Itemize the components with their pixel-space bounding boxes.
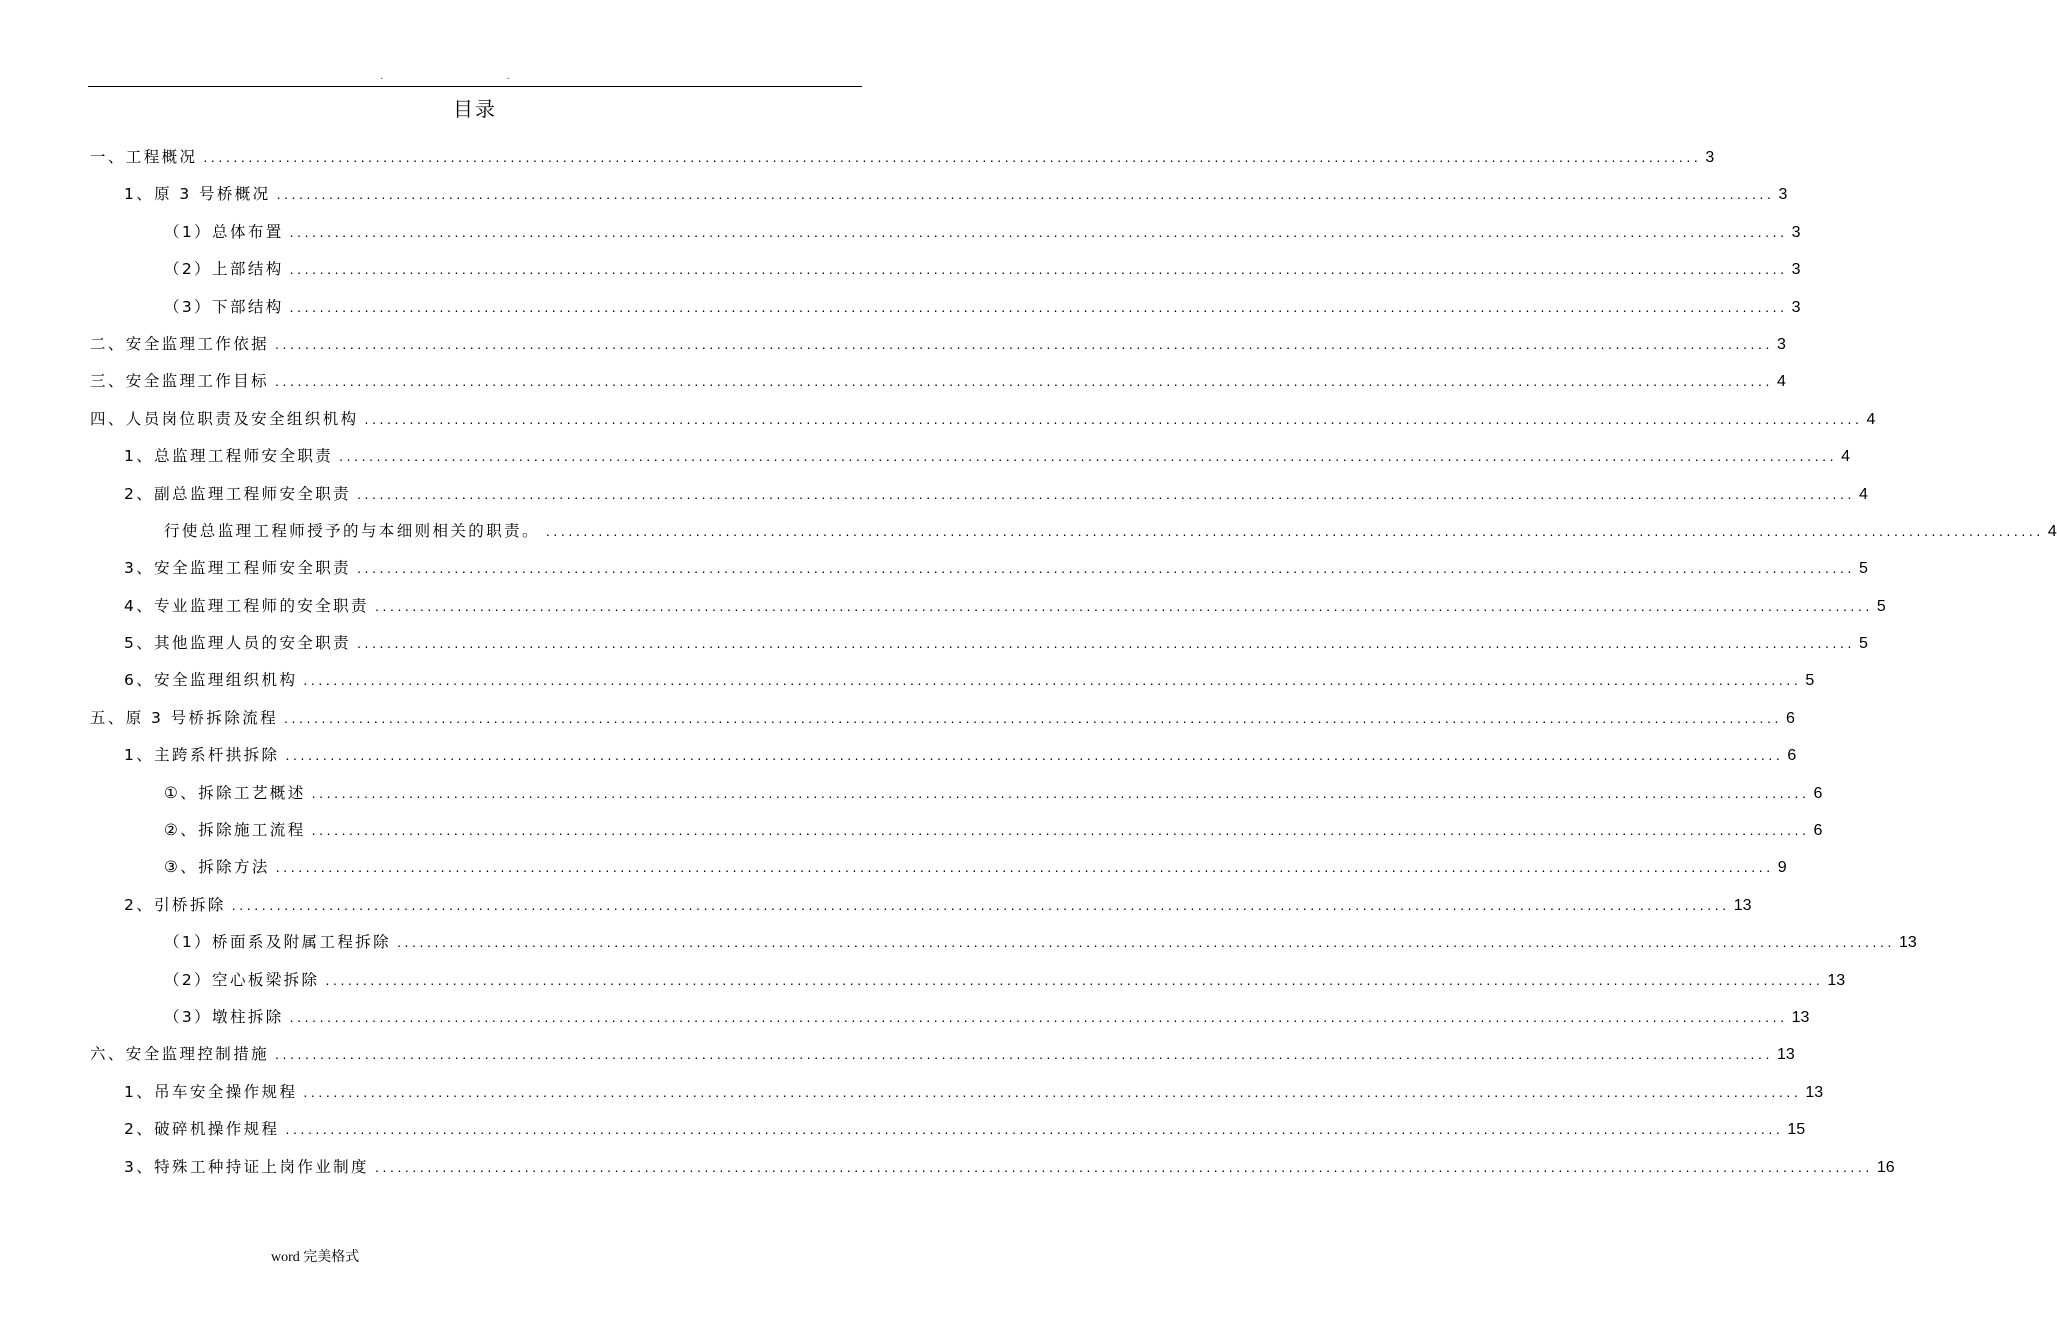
toc-leader-dots: ........................................................................................................................................................................................................ <box>275 859 1774 876</box>
toc-entry-page: 4 <box>1859 485 1868 503</box>
toc-leader-dots: ........................................................................................................................................................................................................ <box>275 1046 1773 1063</box>
toc-entry-title: 三、安全监理工作目标 <box>90 372 270 391</box>
toc-leader-dots: ........................................................................................................................................................................................................ <box>364 410 1863 427</box>
toc-leader-dots: ........................................................................................................................................................................................................ <box>311 822 1810 839</box>
header-dots: . . <box>380 71 570 82</box>
toc-leader-dots: ........................................................................................................................................................................................................ <box>275 335 1773 352</box>
toc-entry-title: 1、总监理工程师安全职责 <box>124 447 334 466</box>
table-of-contents <box>90 139 2057 1186</box>
toc-entry-title: 2、副总监理工程师安全职责 <box>124 484 352 503</box>
toc-entry-page: 3 <box>1791 223 1801 241</box>
toc-entry-title: 2、引桥拆除 <box>124 895 226 914</box>
toc-entry-page: 13 <box>1899 934 1917 952</box>
toc-entry-title: （1）总体布置 <box>164 222 284 241</box>
toc-entry-page: 4 <box>1866 410 1876 428</box>
toc-entry[interactable] <box>90 962 1846 999</box>
toc-entry-page: 4 <box>1776 373 1786 391</box>
toc-entry-title: 六、安全监理控制措施 <box>90 1045 270 1064</box>
toc-entry-page: 6 <box>1813 822 1823 840</box>
toc-entry[interactable] <box>90 214 1801 251</box>
toc-entry-title: 1、主跨系杆拱拆除 <box>124 746 280 765</box>
toc-leader-dots: ........................................................................................................................................................................................................ <box>203 149 1702 165</box>
toc-entry[interactable] <box>90 326 1786 363</box>
toc-entry-page: 6 <box>1785 709 1795 727</box>
toc-entry-title: （2）空心板梁拆除 <box>164 970 320 989</box>
toc-entry-title: 3、特殊工种持证上岗作业制度 <box>124 1157 369 1176</box>
toc-entry-title: （3）墩柱拆除 <box>164 1007 284 1026</box>
toc-leader-dots: ........................................................................................................................................................................................................ <box>276 186 1775 203</box>
toc-leader-dots: ........................................................................................................................................................................................................ <box>303 672 1802 689</box>
toc-entry-page: 6 <box>1787 747 1797 765</box>
toc-entry[interactable] <box>90 251 1801 288</box>
toc-entry[interactable] <box>90 700 1795 737</box>
toc-leader-dots: ........................................................................................................................................................................................................ <box>357 560 1855 577</box>
toc-entry[interactable] <box>90 737 1797 774</box>
toc-entry[interactable] <box>90 513 2057 550</box>
toc-entry[interactable] <box>90 812 1823 849</box>
toc-entry-page: 5 <box>1876 597 1886 615</box>
toc-entry[interactable] <box>90 363 1786 400</box>
toc-entry-title: 行使总监理工程师授予的与本细则相关的职责。 <box>164 521 540 540</box>
toc-entry-page: 5 <box>1859 635 1868 653</box>
toc-entry[interactable] <box>90 1036 1795 1073</box>
toc-leader-dots: ........................................................................................................................................................................................................ <box>325 971 1824 988</box>
toc-entry-title: （2）上部结构 <box>164 260 284 279</box>
toc-entry-title: 2、破碎机操作规程 <box>124 1120 280 1139</box>
toc-entry[interactable] <box>90 775 1823 812</box>
toc-entry-page: 13 <box>1827 971 1846 989</box>
toc-entry-title: 6、安全监理组织机构 <box>124 671 298 690</box>
toc-entry-page: 3 <box>1791 261 1801 279</box>
toc-leader-dots: ........................................................................................................................................................................................................ <box>374 1158 1873 1175</box>
toc-entry[interactable] <box>90 999 1810 1036</box>
toc-entry[interactable] <box>90 476 1868 513</box>
toc-entry[interactable] <box>90 662 1815 699</box>
toc-entry[interactable] <box>90 139 1715 176</box>
toc-entry[interactable] <box>90 1149 1895 1186</box>
toc-leader-dots: ........................................................................................................................................................................................................ <box>357 635 1855 652</box>
toc-leader-dots: ........................................................................................................................................................................................................ <box>285 747 1784 764</box>
toc-entry-title: （3）下部结构 <box>164 297 284 316</box>
toc-entry-page: 13 <box>1791 1008 1810 1026</box>
toc-entry-title: 五、原 3 号桥拆除流程 <box>90 708 279 727</box>
toc-entry[interactable] <box>90 176 1788 213</box>
toc-leader-dots: ........................................................................................................................................................................................................ <box>275 373 1773 390</box>
toc-entry-page: 3 <box>1778 186 1788 204</box>
toc-entry-page: 5 <box>1805 672 1815 690</box>
page-title: 目录 <box>453 97 497 121</box>
footer-text: word 完美格式 <box>271 1250 360 1265</box>
toc-entry-page: 13 <box>1776 1046 1795 1064</box>
toc-leader-dots: ........................................................................................................................................................................................................ <box>289 1008 1788 1025</box>
toc-entry-title: ②、拆除施工流程 <box>164 821 306 840</box>
toc-leader-dots: ........................................................................................................................................................................................................ <box>231 896 1730 913</box>
toc-entry[interactable] <box>90 924 1917 961</box>
toc-entry-page: 16 <box>1876 1158 1895 1176</box>
toc-entry[interactable] <box>90 625 1868 662</box>
toc-entry-title: ①、拆除工艺概述 <box>164 783 306 802</box>
toc-entry-title: 1、吊车安全操作规程 <box>124 1082 298 1101</box>
toc-entry[interactable] <box>90 887 1752 924</box>
toc-leader-dots: ........................................................................................................................................................................................................ <box>289 223 1788 240</box>
toc-entry[interactable] <box>90 1074 1824 1111</box>
toc-leader-dots: ........................................................................................................................................................................................................ <box>374 597 1873 614</box>
toc-entry[interactable] <box>90 1111 1806 1148</box>
toc-entry-title: 一、工程概况 <box>90 148 198 166</box>
toc-entry-title: 3、安全监理工程师安全职责 <box>124 559 352 578</box>
toc-leader-dots: ........................................................................................................................................................................................................ <box>397 934 1895 951</box>
toc-entry-page: 4 <box>1841 448 1851 466</box>
toc-entry-title: 四、人员岗位职责及安全组织机构 <box>90 409 359 428</box>
toc-entry[interactable] <box>90 588 1886 625</box>
toc-leader-dots: ........................................................................................................................................................................................................ <box>289 261 1788 278</box>
toc-leader-dots: ........................................................................................................................................................................................................ <box>303 1083 1802 1100</box>
toc-entry-page: 3 <box>1776 335 1786 353</box>
toc-leader-dots: ........................................................................................................................................................................................................ <box>289 298 1788 315</box>
toc-entry-page: 3 <box>1791 298 1801 316</box>
toc-entry-page: 6 <box>1813 784 1823 802</box>
toc-entry-title: （1）桥面系及附属工程拆除 <box>164 933 392 952</box>
toc-entry-page: 13 <box>1733 896 1752 914</box>
toc-entry[interactable] <box>90 289 1801 326</box>
toc-entry[interactable] <box>90 849 1787 886</box>
toc-entry[interactable] <box>90 401 1876 438</box>
header-rule <box>88 86 862 87</box>
toc-entry-title: 5、其他监理人员的安全职责 <box>124 634 352 653</box>
toc-leader-dots: ........................................................................................................................................................................................................ <box>311 784 1810 801</box>
toc-entry-title: 二、安全监理工作依据 <box>90 334 270 353</box>
toc-leader-dots: ........................................................................................................................................................................................................ <box>285 1121 1784 1138</box>
toc-leader-dots: ........................................................................................................................................................................................................ <box>545 522 2044 539</box>
toc-entry[interactable] <box>90 550 1868 587</box>
toc-leader-dots: ........................................................................................................................................................................................................ <box>357 485 1855 502</box>
toc-entry-page: 4 <box>2047 522 2057 540</box>
toc-leader-dots: ........................................................................................................................................................................................................ <box>284 709 1782 726</box>
toc-entry-title: 4、专业监理工程师的安全职责 <box>124 596 369 615</box>
toc-entry-page: 9 <box>1777 859 1787 877</box>
toc-entry[interactable] <box>90 438 1851 475</box>
toc-entry-title: ③、拆除方法 <box>164 858 270 877</box>
toc-entry-title: 1、原 3 号桥概况 <box>124 185 271 204</box>
toc-entry-page: 15 <box>1787 1121 1806 1139</box>
toc-entry-page: 3 <box>1705 149 1715 166</box>
toc-entry-page: 5 <box>1859 560 1868 578</box>
toc-entry-page: 13 <box>1805 1083 1824 1101</box>
toc-leader-dots: ........................................................................................................................................................................................................ <box>339 448 1838 465</box>
